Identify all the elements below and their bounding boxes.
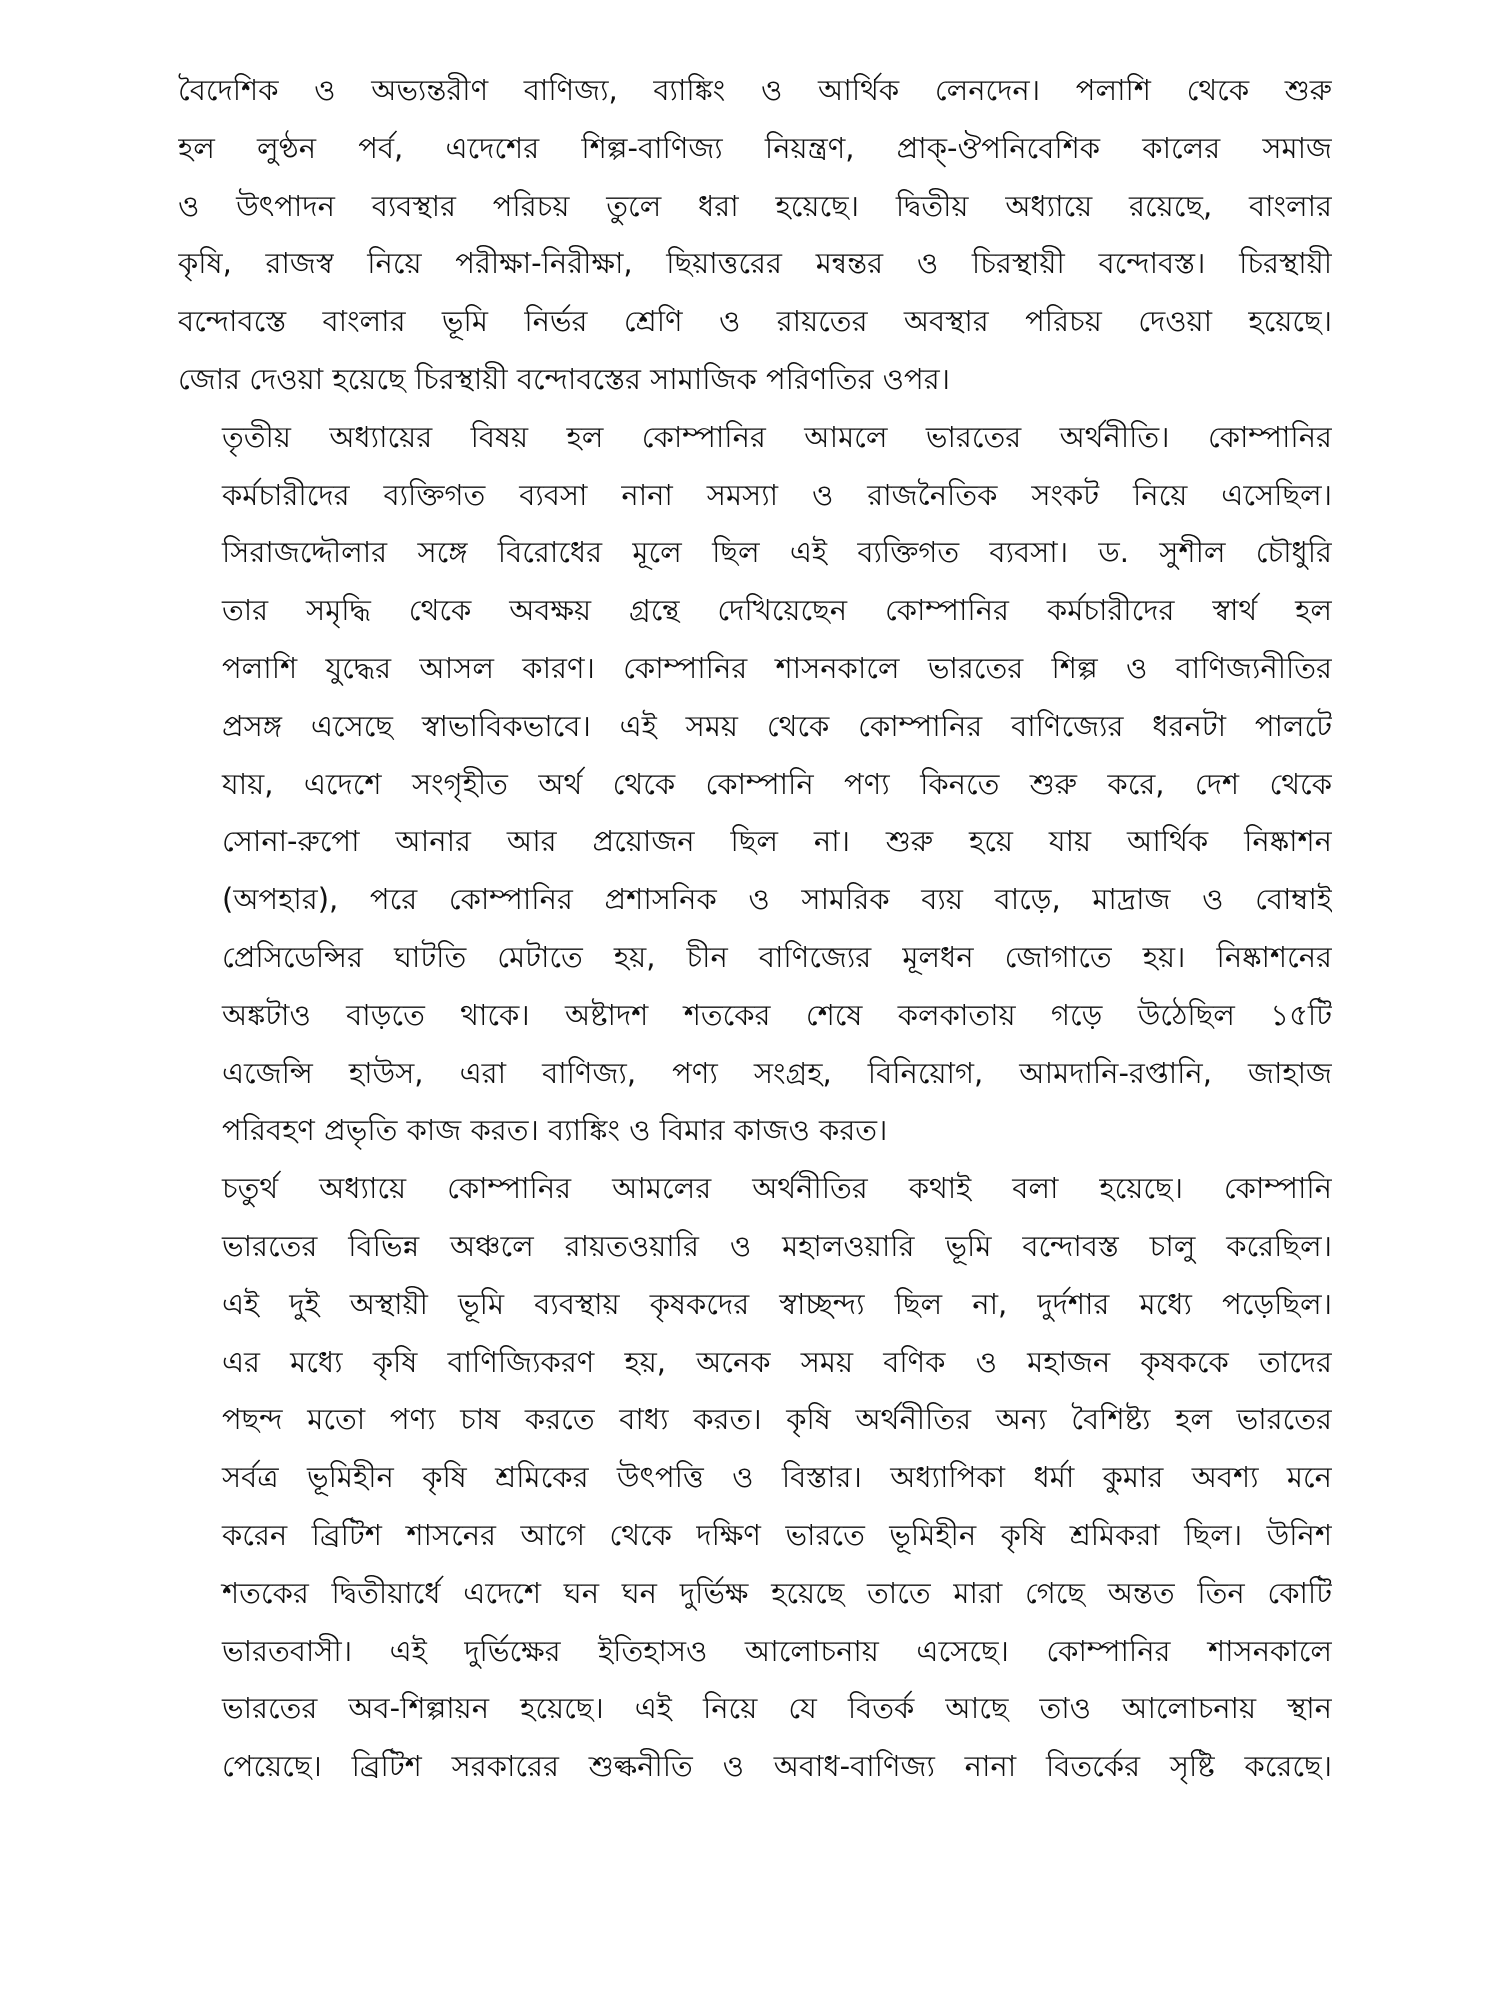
paragraph-1	[178, 62, 1332, 409]
text-line: তার সমৃদ্ধি থেকে অবক্ষয় গ্রন্থে দেখিয়েছেন কোম্পানির কর্মচারীদের স্বার্থ হল	[222, 593, 1332, 628]
text-line: ও উৎপাদন ব্যবস্থার পরিচয় তুলে ধরা হয়েছে। দ্বিতীয় অধ্যায়ে রয়েছে, বাংলার	[178, 188, 1332, 223]
text-line: ভারতের অব-শিল্পায়ন হয়েছে। এই নিয়ে যে বিতর্ক আছে তাও আলোচনায় স্থান	[222, 1691, 1332, 1726]
text-line: পছন্দ মতো পণ্য চাষ করতে বাধ্য করত। কৃষি অর্থনীতির অন্য বৈশিষ্ট্য হল ভারতের	[222, 1402, 1332, 1437]
text-line: পরিবহণ প্রভৃতি কাজ করত। ব্যাঙ্কিং ও বিমার কাজও করত।	[222, 1113, 888, 1148]
text-line: এই দুই অস্থায়ী ভূমি ব্যবস্থায় কৃষকদের স্বাচ্ছন্দ্য ছিল না, দুর্দশার মধ্যে পড়েছিল।	[222, 1286, 1332, 1321]
text-line: সর্বত্র ভূমিহীন কৃষি শ্রমিকের উৎপত্তি ও বিস্তার। অধ্যাপিকা ধর্মা কুমার অবশ্য মনে	[222, 1460, 1332, 1495]
text-line: ভারতের বিভিন্ন অঞ্চলে রায়তওয়ারি ও মহালওয়ারি ভূমি বন্দোবস্ত চালু করেছিল।	[222, 1228, 1332, 1263]
text-line: এর মধ্যে কৃষি বাণিজ্যিকরণ হয়, অনেক সময় বণিক ও মহাজন কৃষককে তাদের	[222, 1344, 1332, 1379]
paragraph-2	[178, 409, 1332, 1160]
text-line: কৃষি, রাজস্ব নিয়ে পরীক্ষা-নিরীক্ষা, ছিয়াত্তরের মন্বন্তর ও চিরস্থায়ী বন্দোবস্ত। চিরস্থায়ী	[178, 246, 1332, 281]
text-line: যায়, এদেশে সংগৃহীত অর্থ থেকে কোম্পানি পণ্য কিনতে শুরু করে, দেশ থেকে	[222, 766, 1332, 801]
text-line: জোর দেওয়া হয়েছে চিরস্থায়ী বন্দোবস্তের সামাজিক পরিণতির ওপর।	[178, 361, 951, 396]
text-line: সিরাজদ্দৌলার সঙ্গে বিরোধের মূলে ছিল এই ব্যক্তিগত ব্যবসা। ড. সুশীল চৌধুরি	[222, 535, 1332, 570]
text-line: (অপহার), পরে কোম্পানির প্রশাসনিক ও সামরিক ব্যয় বাড়ে, মাদ্রাজ ও বোম্বাই	[222, 882, 1332, 917]
text-line: তৃতীয় অধ্যায়ের বিষয় হল কোম্পানির আমলে ভারতের অর্থনীতি। কোম্পানির	[222, 419, 1332, 454]
text-line: হল লুণ্ঠন পর্ব, এদেশের শিল্প-বাণিজ্য নিয়ন্ত্রণ, প্রাক্-ঔপনিবেশিক কালের সমাজ	[178, 130, 1332, 165]
paragraph-3	[178, 1160, 1332, 1796]
text-line: পলাশি যুদ্ধের আসল কারণ। কোম্পানির শাসনকালে ভারতের শিল্প ও বাণিজ্যনীতির	[222, 650, 1332, 685]
text-line: ভারতবাসী। এই দুর্ভিক্ষের ইতিহাসও আলোচনায় এসেছে। কোম্পানির শাসনকালে	[222, 1633, 1332, 1668]
text-line: করেন ব্রিটিশ শাসনের আগে থেকে দক্ষিণ ভারতে ভূমিহীন কৃষি শ্রমিকরা ছিল। উনিশ	[222, 1517, 1332, 1552]
text-line: সোনা-রুপো আনার আর প্রয়োজন ছিল না। শুরু হয়ে যায় আর্থিক নিষ্কাশন	[222, 824, 1332, 859]
text-line: পেয়েছে। ব্রিটিশ সরকারের শুল্কনীতি ও অবাধ-বাণিজ্য নানা বিতর্কের সৃষ্টি করেছে।	[222, 1749, 1332, 1784]
text-line: কর্মচারীদের ব্যক্তিগত ব্যবসা নানা সমস্যা ও রাজনৈতিক সংকট নিয়ে এসেছিল।	[222, 477, 1332, 512]
text-line: বৈদেশিক ও অভ্যন্তরীণ বাণিজ্য, ব্যাঙ্কিং ও আর্থিক লেনদেন। পলাশি থেকে শুরু	[178, 73, 1332, 107]
text-line: অঙ্কটাও বাড়তে থাকে। অষ্টাদশ শতকের শেষে কলকাতায় গড়ে উঠেছিল ১৫টি	[222, 997, 1332, 1032]
text-line: এজেন্সি হাউস, এরা বাণিজ্য, পণ্য সংগ্রহ, বিনিয়োগ, আমদানি-রপ্তানি, জাহাজ	[222, 1055, 1332, 1090]
text-line: শতকের দ্বিতীয়ার্ধে এদেশে ঘন ঘন দুর্ভিক্ষ হয়েছে তাতে মারা গেছে অন্তত তিন কোটি	[222, 1575, 1332, 1610]
text-line: বন্দোবস্তে বাংলার ভূমি নির্ভর শ্রেণি ও রায়তের অবস্থার পরিচয় দেওয়া হয়েছে।	[178, 304, 1332, 339]
text-line: প্রসঙ্গ এসেছে স্বাভাবিকভাবে। এই সময় থেকে কোম্পানির বাণিজ্যের ধরনটা পালটে	[222, 708, 1332, 743]
text-line: প্রেসিডেন্সির ঘাটতি মেটাতে হয়, চীন বাণিজ্যের মূলধন জোগাতে হয়। নিষ্কাশনের	[222, 939, 1332, 974]
text-line: চতুর্থ অধ্যায়ে কোম্পানির আমলের অর্থনীতির কথাই বলা হয়েছে। কোম্পানি	[222, 1171, 1332, 1206]
